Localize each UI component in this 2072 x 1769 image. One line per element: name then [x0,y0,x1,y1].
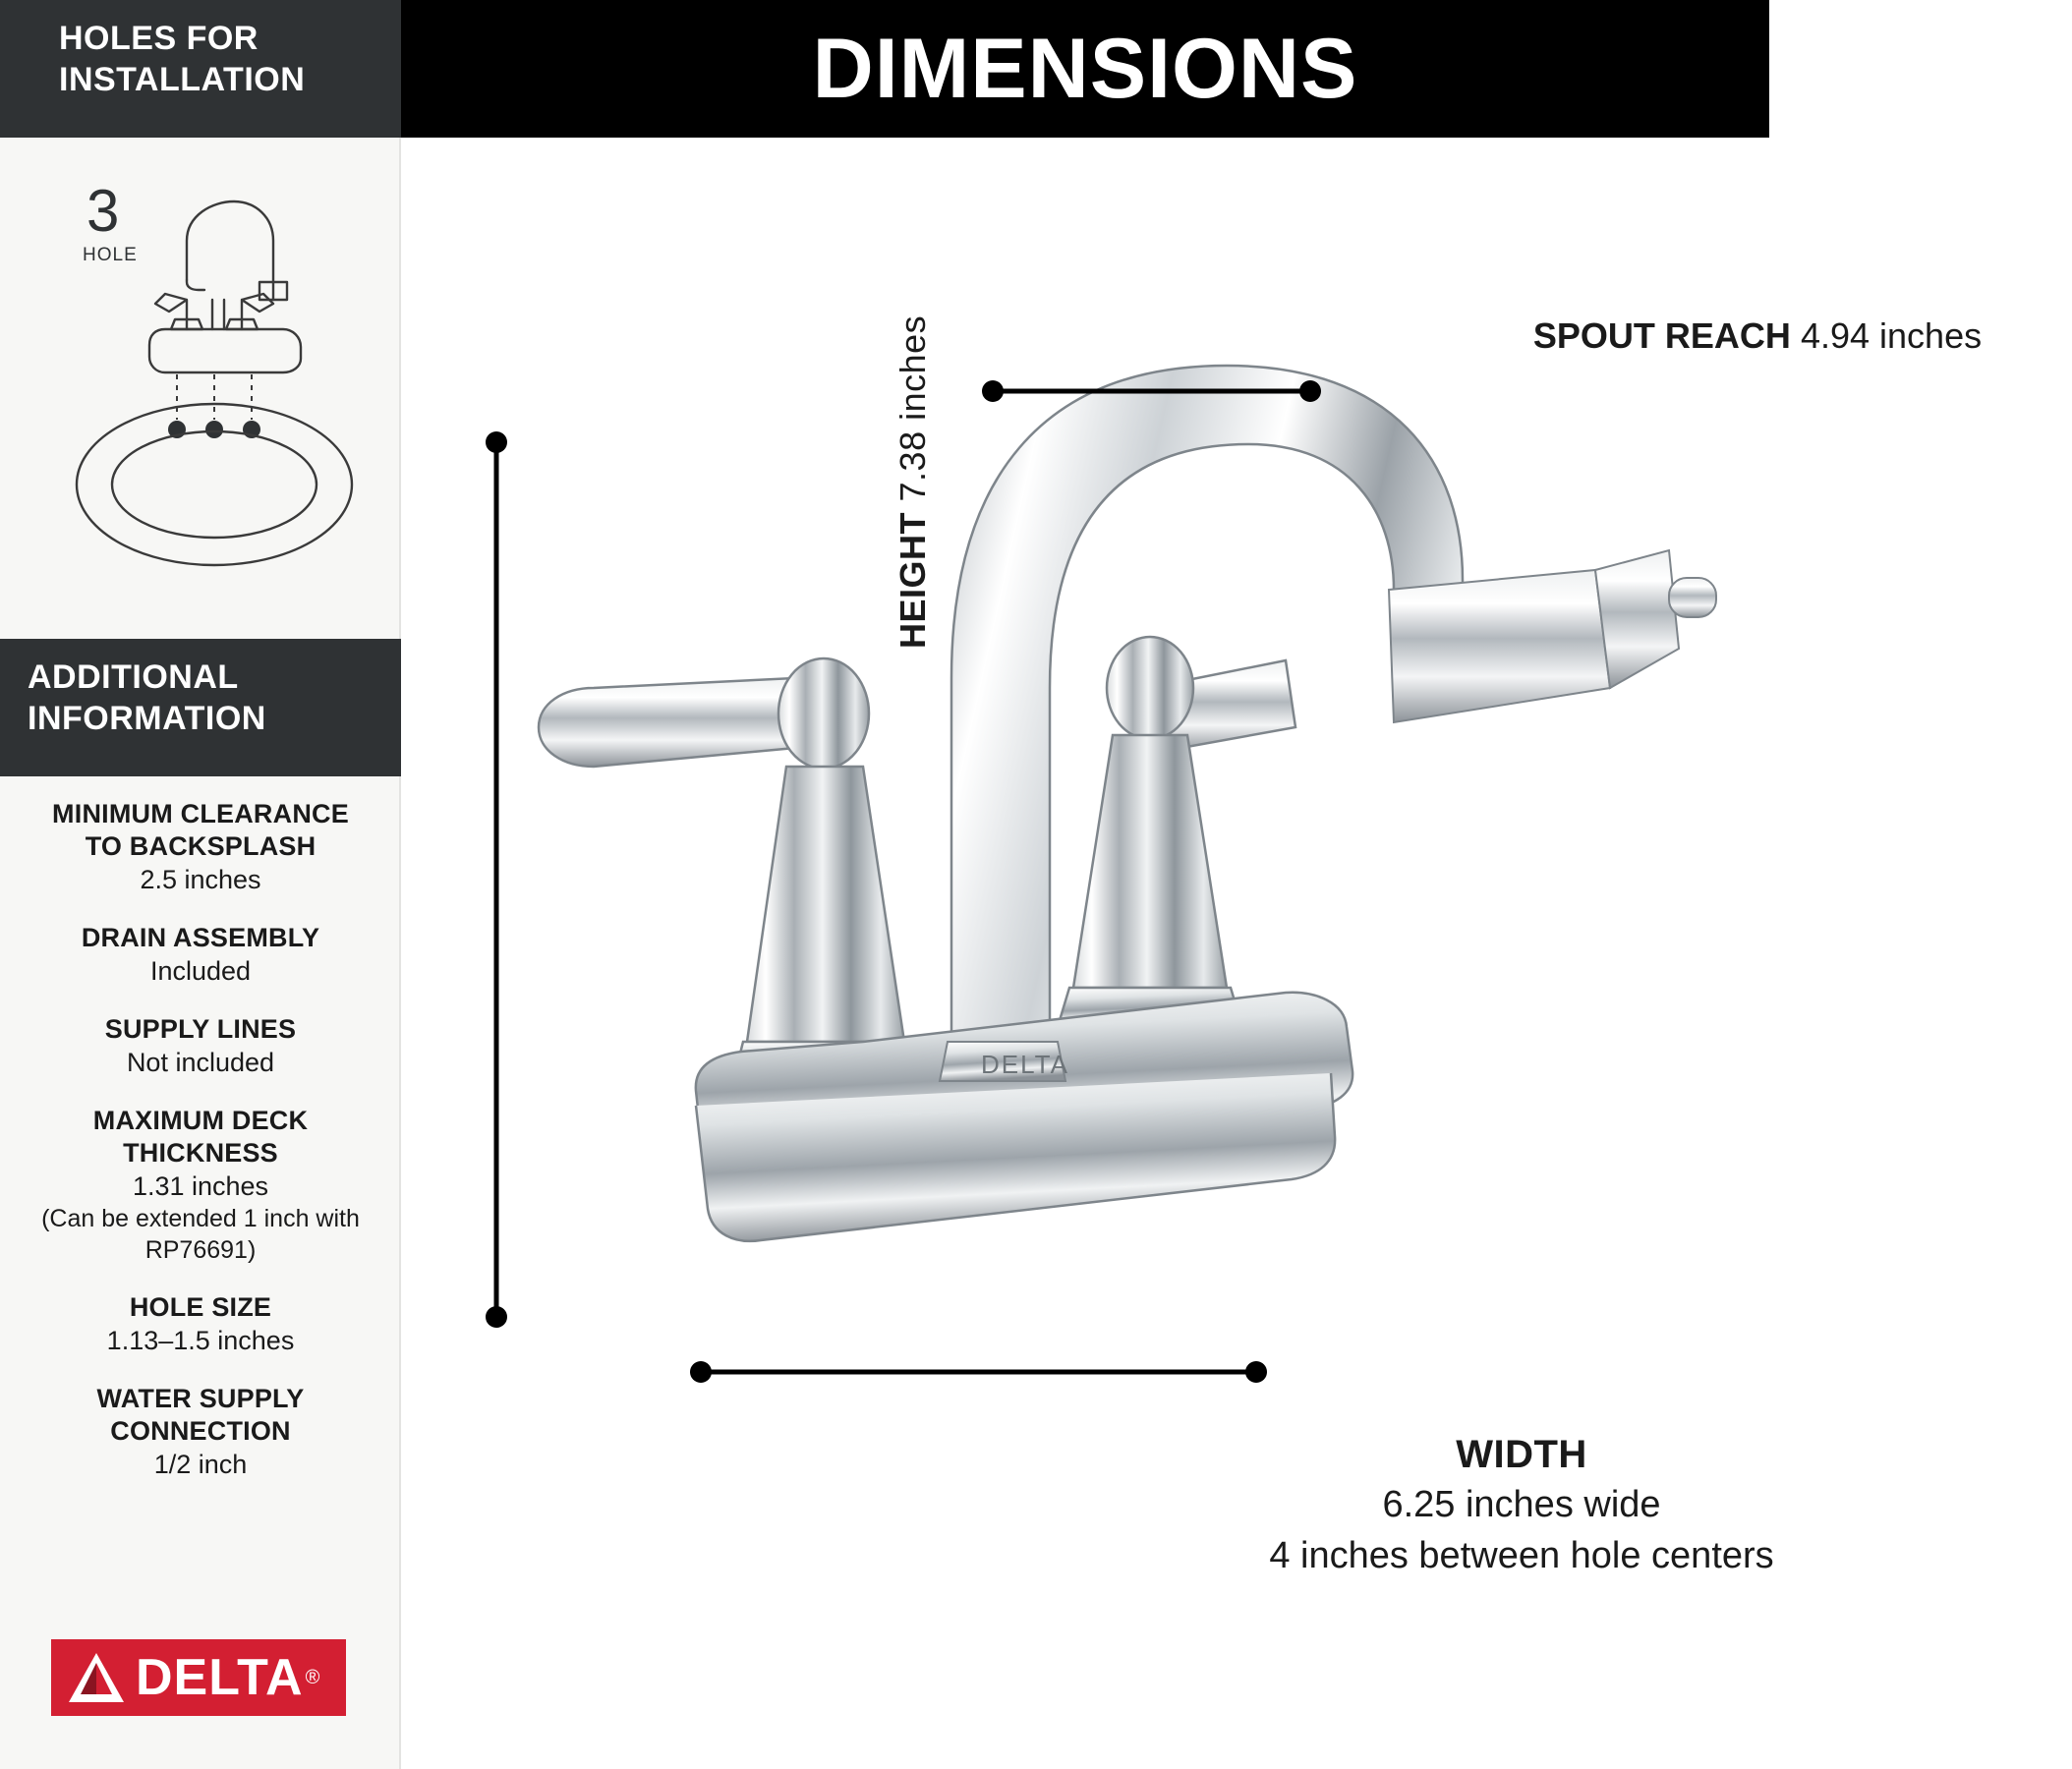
info-label-2: THICKNESS [123,1138,278,1168]
info-label-2: CONNECTION [110,1416,291,1446]
holes-for-installation-header [0,0,401,138]
additional-header-line2: INFORMATION [28,700,266,737]
info-value: Included [149,956,252,986]
width-title: WIDTH [1456,1433,1587,1476]
info-value: 1.13–1.5 inches [106,1326,295,1355]
registered-mark: ® [305,1666,320,1688]
info-value: Not included [126,1048,275,1077]
additional-information-header [0,639,401,776]
spout-reach-title: SPOUT REACH [1532,315,1791,356]
info-item-supply-lines [24,1013,377,1079]
spout-reach-label [1443,314,2072,358]
info-label: MAXIMUM DECK [92,1106,309,1135]
height-title: HEIGHT [892,511,933,649]
info-value: 2.5 inches [140,865,261,894]
hole-count-number: 3 [86,178,120,244]
info-note: (Can be extended 1 inch with RP76691) [41,1205,360,1264]
info-label: MINIMUM CLEARANCE [52,799,349,828]
info-label-2: TO BACKSPLASH [85,831,317,861]
delta-triangle-icon [51,1639,346,1716]
hole-count-unit-label: HOLE [83,245,138,265]
width-label-block [1089,1430,1954,1581]
holes-header-line1: HOLES FOR [59,20,259,57]
product-delta-mark: DELTA [981,1050,1069,1079]
info-item-maximum-deck-thickness [24,1105,377,1266]
info-label: DRAIN ASSEMBLY [81,923,320,952]
left-info-panel [0,0,401,1769]
delta-logo-text: DELTA [136,1649,304,1706]
height-value: 7.38 inches [892,314,933,502]
width-line-1: 6.25 inches wide [1382,1484,1661,1525]
info-label: HOLE SIZE [129,1292,272,1322]
height-label [892,315,934,649]
additional-header-line1: ADDITIONAL [28,658,239,696]
dimensions-panel [401,0,1983,1769]
info-label: WATER SUPPLY [96,1384,305,1413]
info-value: 1/2 inch [153,1450,248,1479]
info-item-drain-assembly [24,922,377,988]
width-line-2: 4 inches between hole centers [1269,1535,1774,1576]
dimensions-title: DIMENSIONS [812,22,1358,116]
delta-logo [51,1639,346,1720]
info-label: SUPPLY LINES [104,1014,297,1044]
info-value: 1.31 inches [132,1171,269,1201]
holes-header-line2: INSTALLATION [59,61,306,98]
spout-reach-value: 4.94 inches [1800,315,1983,356]
additional-information-list [0,798,401,1507]
hole-configuration-diagram [39,172,374,565]
info-item-minimum-clearance [24,798,377,896]
info-item-water-supply-connection [24,1383,377,1481]
info-item-hole-size [24,1291,377,1357]
